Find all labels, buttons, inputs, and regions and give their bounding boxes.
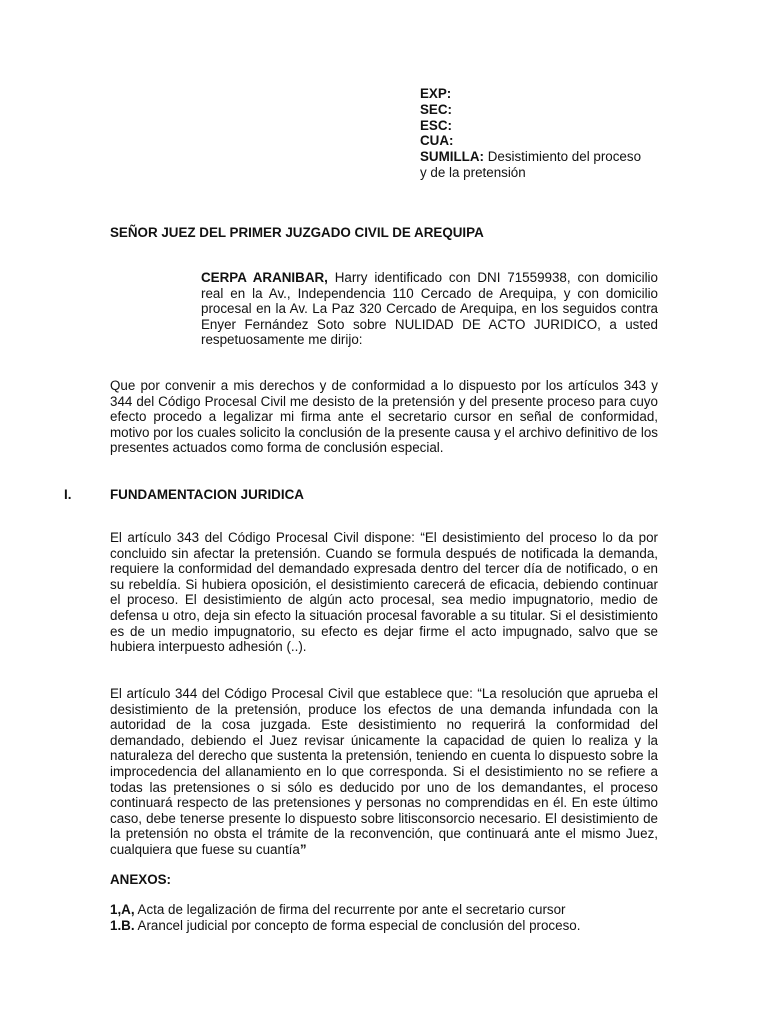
- annexes-title: ANEXOS:: [110, 872, 172, 887]
- section-title: FUNDAMENTACION JURIDICA: [110, 487, 304, 502]
- case-header: [420, 86, 670, 181]
- annexes-list: [110, 902, 670, 934]
- annex-text: Acta de legalización de firma del recurrente por ante el secretario cursor: [134, 902, 566, 917]
- annex-text: Arancel judicial por concepto de forma especial de conclusión del proceso.: [134, 917, 581, 933]
- article-344-close-quote: ”: [299, 841, 307, 857]
- section-number: I.: [64, 487, 72, 502]
- sumilla-text-1: Desistimiento del proceso: [487, 149, 642, 165]
- article-344-paragraph: [110, 686, 658, 858]
- exp-label: EXP:: [420, 86, 452, 101]
- addressee: SEÑOR JUEZ DEL PRIMER JUZGADO CIVIL DE AREQUIPA: [110, 225, 484, 240]
- sumilla-text-2: y de la pretensión: [420, 164, 526, 180]
- annex-code: 1,A,: [110, 902, 135, 917]
- sumilla: [420, 149, 670, 165]
- annex-item: [110, 918, 670, 934]
- esc-label: ESC:: [420, 117, 452, 133]
- sumilla-label: SUMILLA:: [420, 149, 484, 165]
- article-343-paragraph: El artículo 343 del Código Procesal Civil dispone: “El desistimiento del proceso lo da por concluido sin afectar la pretensión. Cuando se formula después de notificada la demanda, requiere la conformidad del demandado expresada dentro del tercer día de notificado, o en su rebeldía. Si hubiera oposición, el desistimiento carecerá de eficacia, debiendo continuar el proceso. El desistimiento de algún acto procesal, sea medio impugnatorio, medio de defensa u otro, deja sin efecto la situación procesal favorable a su titular. Si el desistimiento es de un medio impugnatorio, su efecto es dejar firme el acto impugnado, salvo que se hubiera interpuesto adhesión (..).: [110, 530, 658, 655]
- article-344-text: El artículo 344 del Código Procesal Civil que establece que: “La resolución que aprueba el desistimiento de la pretensión, produce los efectos de una demanda infundada con la autoridad de la cosa juzgada. Este desistimiento no requerirá la conformidad del demandado, debiendo el Juez revisar únicamente la capacidad de quien lo realiza y la naturaleza del derecho que sustenta la pretensión, teniendo en cuenta lo dispuesto sobre la improcedencia del allanamiento en lo que corresponda. Si el desistimiento no se refiere a todas las pretensiones o si sólo es deducido por uno de los demandantes, el proceso continuará respecto de las pretensiones y personas no comprendidas en él. En este último caso, debe tenerse presente lo dispuesto sobre litisconsorcio necesario. El desistimiento de la pretensión no obsta el trámite de la reconvención, que continuará ante el mismo Juez, cualquiera que fuese su cuantía: [110, 686, 658, 857]
- sec-label: SEC:: [420, 101, 452, 117]
- annex-item: [110, 902, 670, 918]
- intro-text: Harry identificado con DNI 71559938, con domicilio real en la Av., Independencia 110 Cercado de Arequipa, y con domicilio procesal en la Av. La Paz 320 Cercado de Arequipa, en los seguidos contra Enyer Fernández Soto sobre NULIDAD DE ACTO JURIDICO, a usted respetuosamente me dirijo:: [201, 270, 658, 348]
- petitioner-name: CERPA ARANIBAR,: [201, 270, 328, 285]
- intro-paragraph: [201, 270, 658, 348]
- annex-code: 1.B.: [110, 917, 135, 933]
- petition-paragraph: Que por convenir a mis derechos y de conformidad a lo dispuesto por los artículos 343 y 344 del Código Procesal Civil me desisto de la pretensión y del presente proceso para cuyo efecto procedo a legalizar mi firma ante el secretario cursor en señal de conformidad, motivo por los cuales solicito la conclusión de la presente causa y el archivo definitivo de los presentes actuados como forma de conclusión especial.: [110, 378, 658, 456]
- cua-label: CUA:: [420, 133, 454, 149]
